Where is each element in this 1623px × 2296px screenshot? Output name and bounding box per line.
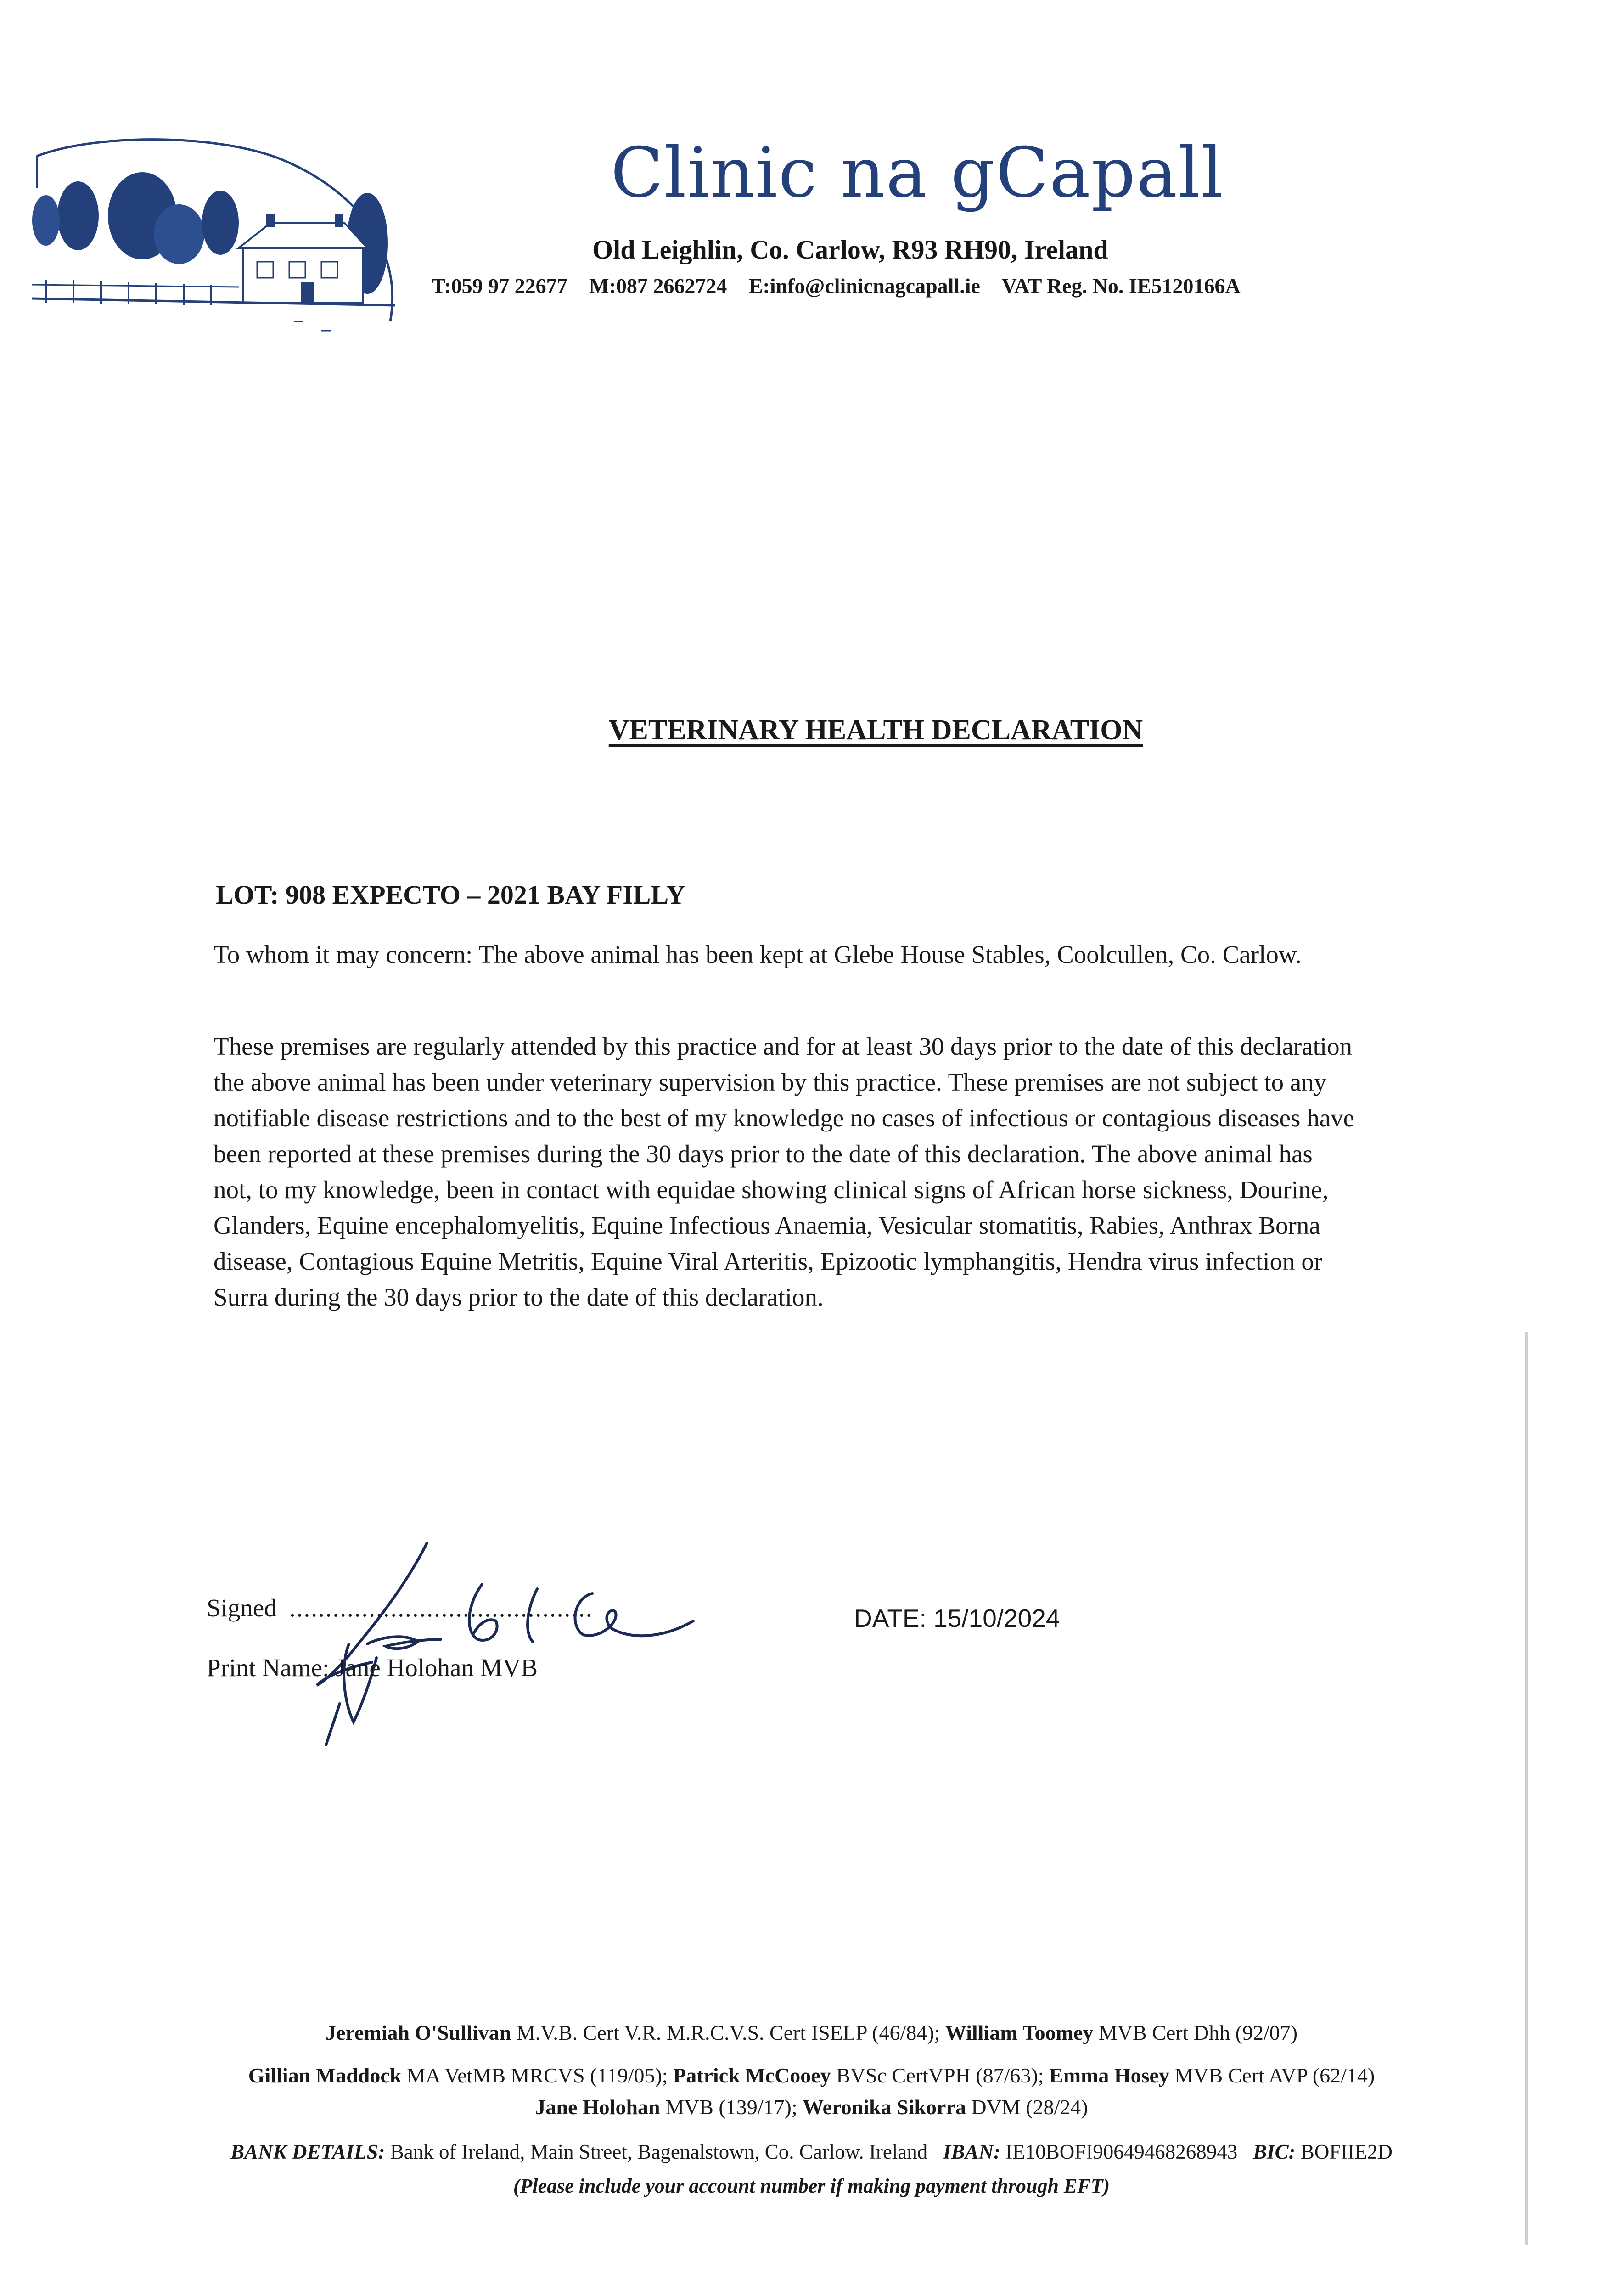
- iban-value: IE10BOFI90649468268943: [1005, 2140, 1238, 2163]
- vet-name: Patrick McCooey: [673, 2064, 831, 2087]
- bic-value: BOFIIE2D: [1300, 2140, 1393, 2163]
- bank-text: Bank of Ireland, Main Street, Bagenalstown, Co. Carlow. Ireland: [390, 2140, 928, 2163]
- clinic-name: Clinic na gCapall: [611, 133, 1224, 213]
- email-address: E:info@clinicnagcapall.ie: [748, 274, 980, 298]
- clinic-logo: [28, 129, 404, 344]
- vet-name: Weronika Sikorra: [803, 2095, 966, 2119]
- handwritten-signature: [298, 1529, 712, 1750]
- bic-label: BIC:: [1253, 2140, 1296, 2163]
- print-name: Print Name: Jane Holohan MVB: [207, 1654, 538, 1682]
- signature-line: ..........................................: [289, 1594, 593, 1622]
- clinic-address: Old Leighlin, Co. Carlow, R93 RH90, Ireland: [592, 235, 1108, 264]
- vet-quals: MA VetMB MRCVS (119/05);: [406, 2064, 668, 2087]
- bank-details: [0, 2140, 1623, 2164]
- signed-label: Signed: [207, 1594, 277, 1622]
- paragraph-premises: To whom it may concern: The above animal has been kept at Glebe House Stables, Coolcullen, Co. Carlow.: [213, 940, 1302, 968]
- vets-line-2: [0, 2063, 1623, 2088]
- declaration-date: DATE: 15/10/2024: [854, 1604, 1060, 1632]
- vet-name: Emma Hosey: [1049, 2064, 1169, 2087]
- vet-quals: M.V.B. Cert V.R. M.R.C.V.S. Cert ISELP (46/84);: [516, 2021, 940, 2044]
- phone-number: T:059 97 22677: [432, 274, 567, 298]
- document-title: VETERINARY HEALTH DECLARATION: [608, 715, 1143, 746]
- bank-label: BANK DETAILS:: [230, 2140, 385, 2163]
- vet-quals: BVSc CertVPH (87/63);: [836, 2064, 1044, 2087]
- eft-note: (Please include your account number if making payment through EFT): [513, 2175, 1110, 2197]
- vet-name: William Toomey: [945, 2021, 1094, 2044]
- scan-edge-line: [1525, 1332, 1528, 2245]
- vet-quals: MVB (139/17);: [665, 2095, 797, 2119]
- vets-line-3: [0, 2095, 1623, 2119]
- vet-quals: MVB Cert Dhh (92/07): [1098, 2021, 1298, 2044]
- iban-label: IBAN:: [943, 2140, 1001, 2163]
- paragraph-declaration: These premises are regularly attended by this practice and for at least 30 days prior to the date of this declaration the above animal has been under veterinary supervision by this practice. These premises are not subject to any notifiable disease restrictions and to the best of my knowledge no cases of infectious or contagious diseases have been reported at these premises during the 30 days prior to the date of this declaration. The above animal has not, to my knowledge, been in contact with equidae showing clinical signs of African horse sickness, Dourine, Glanders, Equine encephalomyelitis, Equine Infectious Anaemia, Vesicular stomatitis, Rabies, Anthrax Borna disease, Contagious Equine Metritis, Equine Viral Arteritis, Epizootic lymphangitis, Hendra virus infection or Surra during the 30 days prior to the date of this declaration.: [213, 1032, 1355, 1311]
- vet-name: Gillian Maddock: [248, 2064, 402, 2087]
- vat-number: VAT Reg. No. IE5120166A: [1001, 274, 1241, 298]
- vet-name: Jane Holohan: [535, 2095, 660, 2119]
- lot-heading: LOT: 908 EXPECTO – 2021 BAY FILLY: [216, 880, 685, 910]
- contact-line: [432, 274, 1257, 298]
- vet-quals: MVB Cert AVP (62/14): [1174, 2064, 1375, 2087]
- vet-quals: DVM (28/24): [971, 2095, 1088, 2119]
- mobile-number: M:087 2662724: [589, 274, 727, 298]
- vets-line-1: [0, 2020, 1623, 2045]
- vet-name: Jeremiah O'Sullivan: [325, 2021, 511, 2044]
